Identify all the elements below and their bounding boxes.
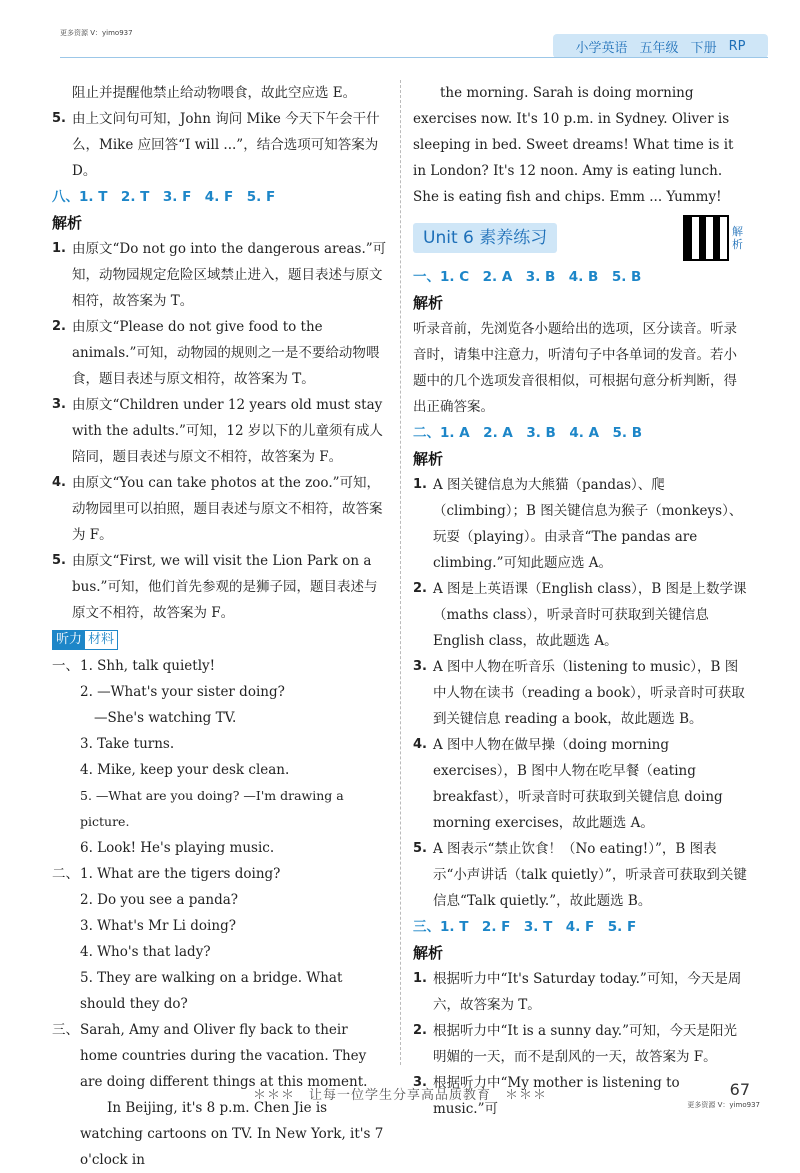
transcript-line: 3. What's Mr Li doing?: [80, 918, 236, 934]
transcript-line: 5. —What are you doing? —I'm drawing a picture.: [80, 788, 344, 829]
analysis-heading: 解析: [413, 450, 444, 468]
unit-header: [413, 220, 748, 256]
item-text: 由上文问句可知，John 询问 Mike 今天下午会干什么，Mike 应回答“I will ...”，结合选项可知答案为 D。: [72, 111, 380, 179]
analysis-heading: 解析: [52, 214, 83, 232]
item-number: 5.: [52, 553, 66, 568]
list-item: [52, 314, 387, 392]
header-edition: RP: [728, 38, 746, 54]
transcript-paragraph: In Beijing, it's 8 p.m. Chen Jie is watching cartoons on TV. In New York, it's 7 o'clock in: [80, 1100, 384, 1168]
badge-listening: 听力: [53, 631, 85, 649]
analysis-heading: 解析: [413, 944, 444, 962]
item-text: 由原文“Please do not give food to the animals.”可知，动物园的规则之一是不要给动物喂食，题目表述与原文相符，故答案为 T。: [72, 319, 380, 387]
item-text: 由原文“Children under 12 years old must stay with the adults.”可知，12 岁以下的儿童须有成人陪同，题目表述与原文不相符，故答案为 F。: [72, 397, 383, 465]
section-label: 三、: [52, 1022, 79, 1038]
transcript-section-2: [52, 861, 387, 1017]
transcript-line: 1. What are the tigers doing?: [80, 866, 281, 882]
list-item: [413, 1018, 748, 1070]
answer-key-2: 二、1. A 2. A 3. B 4. A 5. B: [413, 425, 643, 441]
section-label: 一、: [52, 658, 79, 674]
header-subject: 小学英语: [575, 40, 628, 56]
list-item: [52, 236, 387, 314]
item-text: A 图中人物在听音乐（listening to music），B 图中人物在读书（reading a book），听录音时可获取到关键信息 reading a book，故此题选 B。: [433, 659, 745, 727]
unit-title: Unit 6 素养练习: [413, 223, 557, 253]
transcript-paragraph: the morning. Sarah is doing morning exercises now. It's 10 p.m. in Sydney. Oliver is sleeping in bed. Sweet dreams! What time is it in London? It's 12 noon. Amy is eating lunch. She is eating fish and chips. Emm ... Yummy!: [413, 85, 734, 205]
header-rule: [60, 57, 768, 58]
listening-material-badge: [52, 630, 118, 650]
footer-slogan: ＊＊＊ 让每一位学生分享高品质教育 ＊＊＊: [252, 1088, 547, 1103]
list-item: [413, 732, 748, 836]
list-item: [413, 576, 748, 654]
item-text: 根据听力中“It's Saturday today.”可知，今天是周六，故答案为 T。: [433, 971, 742, 1013]
right-column: [413, 80, 748, 1122]
item-text: 根据听力中“It is a sunny day.”可知，今天是阳光明媚的一天，而不是刮风的一天，故答案为 F。: [433, 1023, 737, 1065]
transcript-line: 5. They are walking on a bridge. What should they do?: [80, 970, 343, 1012]
header-grade: 五年级: [639, 40, 679, 56]
item-number: 4.: [52, 475, 66, 490]
item-number: 2.: [413, 1023, 427, 1038]
list-item: [52, 106, 387, 184]
transcript-section-1: [52, 653, 387, 861]
item-number: 3.: [413, 1075, 427, 1090]
transcript-line: 6. Look! He's playing music.: [80, 840, 275, 856]
transcript-line: 2. —What's your sister doing?: [80, 684, 285, 700]
qr-label: 解析: [732, 225, 743, 251]
item-number: 5.: [413, 841, 427, 856]
list-item: [413, 836, 748, 914]
answer-key-3: 三、1. T 2. F 3. T 4. F 5. F: [413, 919, 637, 935]
list-item: [52, 392, 387, 470]
item-text: A 图中人物在做早操（doing morning exercises），B 图中人物在吃早餐（eating breakfast），听录音时可获取到关键信息 doing morning exercises，故此题选 A。: [433, 737, 723, 831]
header-tag: [553, 34, 768, 58]
transcript-line: —She's watching TV.: [94, 710, 237, 726]
badge-material: 材料: [88, 632, 115, 647]
item-text: 由原文“Do not go into the dangerous areas.”可知，动物园规定危险区域禁止进入，题目表述与原文相符，故答案为 T。: [72, 241, 387, 309]
item-text: A 图关键信息为大熊猫（pandas）、爬（climbing）；B 图关键信息为猴子（monkeys）、玩耍（playing）。由录音“The pandas are climbing.”可知此题应选 A。: [433, 477, 743, 571]
answer-key-8: 八、1. T 2. T 3. F 4. F 5. F: [52, 189, 276, 205]
transcript-line: 1. Shh, talk quietly!: [80, 658, 216, 674]
list-item: [413, 654, 748, 732]
transcript-line: 4. Mike, keep your desk clean.: [80, 762, 290, 778]
item-text: A 图是上英语课（English class），B 图是上数学课（maths class），听录音时可获取到关键信息 English class，故此题选 A。: [433, 581, 747, 649]
list-item: [413, 472, 748, 576]
item-text: 由原文“First, we will visit the Lion Park on a bus.”可知，他们首先参观的是狮子园，题目表述与原文不相符，故答案为 F。: [72, 553, 378, 621]
item-number: 1.: [413, 971, 427, 986]
transcript-line: 2. Do you see a panda?: [80, 892, 239, 908]
list-item: [52, 470, 387, 548]
transcript-line: 4. Who's that lady?: [80, 944, 211, 960]
list-item: [413, 966, 748, 1018]
item-number: 5.: [52, 111, 66, 126]
explanation-list: [52, 236, 387, 626]
page-number: 67: [729, 1080, 750, 1099]
item-text: A 图表示“禁止饮食！（No eating!）”，B 图表示“小声讲话（talk quietly）”，听录音可获取到关键信息“Talk quietly.”，故此题选 B。: [433, 841, 747, 909]
analysis-heading: 解析: [413, 294, 444, 312]
transcript-line: 3. Take turns.: [80, 736, 175, 752]
corner-watermark-top: 更多资源 V：yimo937: [60, 29, 133, 37]
section-label: 二、: [52, 866, 79, 882]
item-number: 2.: [52, 319, 66, 334]
column-divider: [400, 80, 401, 1065]
corner-watermark-bottom: 更多资源 V：yimo937: [687, 1101, 760, 1109]
explanation-paragraph: 听录音前，先浏览各小题给出的选项，区分读音。听录音时，请集中注意力，听清句子中各单词的发音。若小题中的几个选项发音很相似，可根据句意分析判断，得出正确答案。: [413, 321, 737, 415]
item-text: 由原文“You can take photos at the zoo.”可知，动物园里可以拍照，题目表述与原文不相符，故答案为 F。: [72, 475, 383, 543]
item-number: 1.: [52, 241, 66, 256]
left-column: [52, 80, 387, 1173]
item-number: 4.: [413, 737, 427, 752]
answer-key-1: 一、1. C 2. A 3. B 4. B 5. B: [413, 269, 642, 285]
item-number: 3.: [413, 659, 427, 674]
header-volume: 下册: [690, 40, 717, 56]
item-number: 1.: [413, 477, 427, 492]
text-line: 阻止并提醒他禁止给动物喂食，故此空应选 E。: [72, 85, 357, 101]
item-number: 2.: [413, 581, 427, 596]
list-item: [52, 548, 387, 626]
transcript-paragraph: Sarah, Amy and Oliver fly back to their home countries during the vacation. They are doing different things at this moment.: [80, 1022, 368, 1090]
qr-code-icon: [683, 215, 729, 261]
item-number: 3.: [52, 397, 66, 412]
item-text: 根据听力中“My mother is listening to music.”可: [433, 1075, 680, 1117]
